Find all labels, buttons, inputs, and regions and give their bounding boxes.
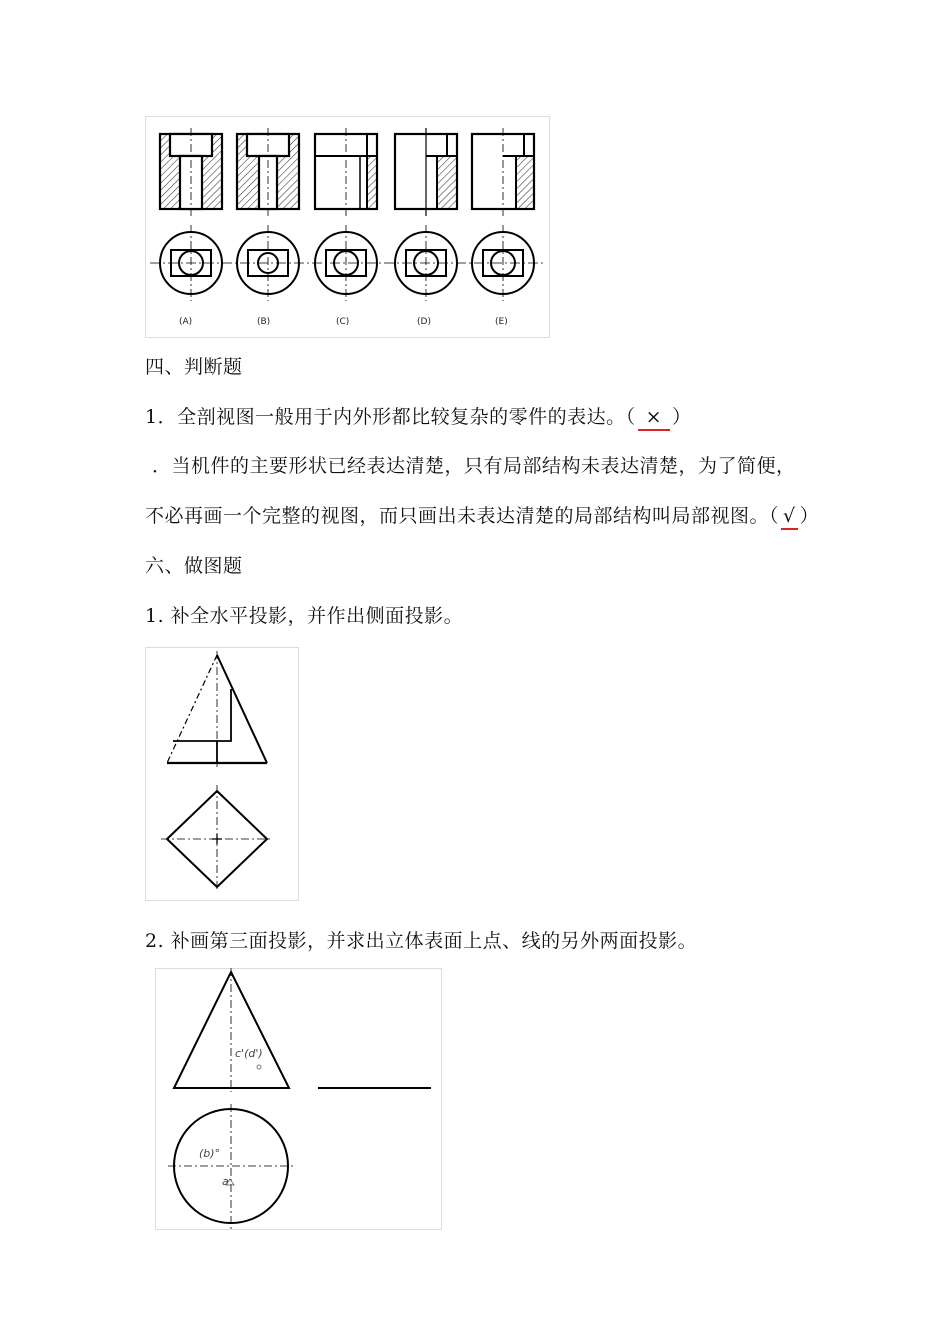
judge-q1-text: 1．全剖视图一般用于内外形都比较复杂的零件的表达。（	[145, 406, 636, 428]
view-d	[395, 128, 457, 216]
label-c: (C)	[336, 317, 350, 327]
figure-pyramid	[145, 647, 299, 901]
judge-q1-answer: ×	[636, 406, 672, 428]
view-c	[315, 128, 377, 216]
judge-question-2-line2	[145, 501, 819, 528]
section-4-title: 四、判断题	[145, 356, 243, 378]
section-6-title: 六、做图题	[145, 555, 243, 577]
label-cd: c'(d')	[235, 1047, 263, 1060]
cone-drawing	[155, 968, 442, 1230]
drawing-question-1: 1. 补全水平投影，并作出侧面投影。	[145, 605, 464, 627]
judge-q2-answer: √	[779, 505, 800, 527]
view-e	[472, 128, 534, 216]
label-b: (b)°	[199, 1147, 221, 1160]
view-b	[237, 128, 299, 216]
judge-question-2-line1: ．当机件的主要形状已经表达清楚，只有局部结构未表达清楚，为了简便，	[152, 455, 796, 477]
view-a	[160, 128, 222, 216]
top-views	[150, 225, 545, 301]
label-e: (E)	[495, 317, 508, 327]
label-b: (B)	[257, 317, 271, 327]
figure-section-views	[145, 116, 550, 338]
pyramid-drawing	[145, 647, 299, 901]
label-a: (A)	[179, 317, 193, 327]
label-a: a	[222, 1175, 229, 1188]
judge-q1-close: ）	[672, 406, 692, 428]
judge-question-1	[145, 402, 692, 429]
judge-q2-close: ）	[799, 505, 820, 527]
judge-q2-text: 不必再画一个完整的视图，而只画出未表达清楚的局部结构叫局部视图。（	[145, 505, 780, 527]
label-d: (D)	[417, 317, 431, 327]
section-views-drawing	[145, 116, 550, 338]
drawing-question-2: 2. 补画第三面投影，并求出立体表面上点、线的另外两面投影。	[145, 930, 698, 952]
figure-cone	[155, 968, 442, 1230]
